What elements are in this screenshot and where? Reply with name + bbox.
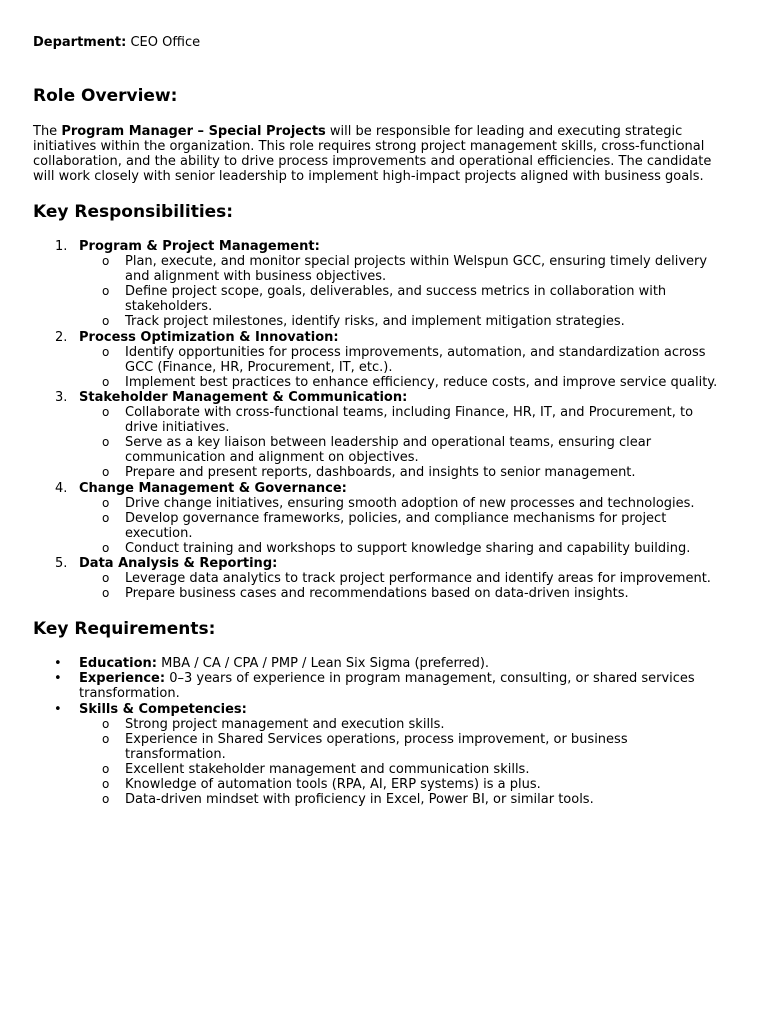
bullet-icon: • (54, 671, 62, 687)
list-item (33, 792, 725, 807)
role-overview-heading: Role Overview: (33, 86, 178, 106)
list-item (79, 254, 725, 284)
list-item (79, 465, 725, 480)
list-item (79, 375, 725, 390)
list-item (79, 511, 725, 541)
key-responsibilities-heading: Key Responsibilities: (33, 202, 234, 222)
sub-bullet-icon: o (102, 716, 110, 731)
section-items (79, 571, 728, 601)
section-title: Data Analysis & Reporting: (79, 555, 278, 571)
list-item-text: Serve as a key liaison between leadership and operational teams, ensuring clear communication and alignment on objectives. (125, 435, 652, 466)
sub-bullet-icon: o (102, 435, 110, 450)
education-value: MBA / CA / CPA / PMP / Lean Six Sigma (preferred). (156, 656, 490, 672)
sub-bullet-icon: o (102, 540, 110, 555)
list-item-text: Prepare business cases and recommendations based on data-driven insights. (125, 586, 629, 602)
list-item-text: Experience in Shared Services operations, process improvement, or business transformation. (125, 731, 628, 762)
section-items (79, 405, 728, 480)
sub-bullet-icon: o (102, 792, 110, 807)
section-items (79, 254, 728, 329)
requirements-list (33, 656, 728, 807)
skills-items (33, 717, 729, 808)
section-title: Process Optimization & Innovation: (79, 329, 339, 345)
section-number: 2. (55, 329, 68, 345)
section-number: 1. (55, 239, 68, 254)
requirement-education (33, 656, 729, 671)
sub-bullet-icon: o (102, 586, 110, 601)
section-title: Stakeholder Management & Communication: (79, 389, 408, 405)
experience-value: 0–3 years of experience in program management, consulting, or shared services transformation. (79, 671, 695, 702)
list-item-text: Define project scope, goals, deliverables, and success metrics in collaboration with stakeholders. (125, 284, 667, 315)
list-item-text: Collaborate with cross-functional teams, including Finance, HR, IT, and Procurement, to drive initiatives. (125, 405, 694, 436)
list-item (79, 405, 725, 435)
list-item-text: Plan, execute, and monitor special projects within Welspun GCC, ensuring timely delivery and alignment with business objectives. (125, 254, 708, 285)
list-item-text: Data-driven mindset with proficiency in Excel, Power BI, or similar tools. (125, 792, 594, 808)
list-item-text: Track project milestones, identify risks, and implement mitigation strategies. (125, 314, 625, 330)
responsibility-section (33, 556, 728, 601)
department-value: CEO Office (130, 35, 201, 50)
sub-bullet-icon: o (102, 284, 110, 299)
sub-bullet-icon: o (102, 254, 110, 269)
sub-bullet-icon: o (102, 465, 110, 480)
requirement-experience (33, 671, 729, 701)
list-item (33, 717, 725, 732)
list-item (33, 762, 725, 777)
intro-after: will be responsible for leading and executing strategic initiatives within the organization. This role requires strong project management skills, cross-functional collaboration, and the ability to drive process improvements and operational efficiencies. The candidate will work closely with senior leadership to implement high-impact projects aligned with business goals. (33, 124, 712, 184)
responsibilities-list (33, 239, 728, 601)
list-item (79, 314, 725, 329)
role-overview-paragraph (33, 124, 728, 184)
sub-bullet-icon: o (102, 777, 110, 791)
list-item-text: Excellent stakeholder management and communication skills. (125, 761, 530, 777)
sub-bullet-icon: o (102, 731, 110, 746)
responsibility-section (33, 481, 728, 556)
section-title: Change Management & Governance: (79, 480, 347, 496)
sub-bullet-icon: o (102, 571, 110, 586)
bullet-icon: • (54, 701, 62, 717)
role-title: Program Manager – Special Projects (61, 124, 326, 139)
responsibility-section (33, 390, 728, 481)
list-item (79, 435, 725, 465)
section-number: 3. (55, 389, 68, 405)
requirement-skills (33, 702, 729, 808)
list-item-text: Knowledge of automation tools (RPA, AI, ERP systems) is a plus. (125, 777, 541, 792)
experience-label: Experience: (79, 671, 166, 687)
list-item-text: Strong project management and execution skills. (125, 716, 445, 732)
list-item-text: Leverage data analytics to track project performance and identify areas for improvement. (125, 571, 711, 587)
sub-bullet-icon: o (102, 405, 110, 420)
list-item-text: Implement best practices to enhance efficiency, reduce costs, and improve service quality. (125, 374, 718, 390)
education-label: Education: (79, 656, 157, 672)
section-number: 4. (55, 480, 68, 496)
section-items (79, 496, 728, 556)
sub-bullet-icon: o (102, 374, 110, 389)
section-number: 5. (55, 555, 68, 571)
list-item (33, 777, 725, 792)
sub-bullet-icon: o (102, 344, 110, 359)
skills-label: Skills & Competencies: (79, 701, 247, 717)
intro-before: The (33, 124, 62, 139)
list-item (79, 541, 725, 556)
section-items (79, 345, 728, 390)
department-label: Department: (33, 35, 127, 50)
bullet-icon: • (54, 656, 62, 672)
department-line (33, 35, 728, 51)
responsibility-section (33, 239, 728, 330)
list-item (33, 732, 725, 762)
list-item (79, 586, 725, 601)
list-item-text: Conduct training and workshops to support knowledge sharing and capability building. (125, 540, 691, 556)
sub-bullet-icon: o (102, 510, 110, 525)
list-item (79, 345, 725, 375)
list-item-text: Prepare and present reports, dashboards, and insights to senior management. (125, 465, 636, 481)
list-item-text: Develop governance frameworks, policies, and compliance mechanisms for project execution. (125, 510, 667, 541)
responsibility-section (33, 330, 728, 390)
list-item (79, 284, 725, 314)
list-item (79, 496, 725, 511)
section-title: Program & Project Management: (79, 239, 320, 254)
list-item (79, 571, 725, 586)
list-item-text: Drive change initiatives, ensuring smooth adoption of new processes and technologies. (125, 495, 695, 511)
list-item-text: Identify opportunities for process improvements, automation, and standardization across GCC (Finance, HR, Procurement, IT, etc.). (125, 344, 706, 375)
sub-bullet-icon: o (102, 761, 110, 776)
sub-bullet-icon: o (102, 495, 110, 510)
key-requirements-heading: Key Requirements: (33, 619, 216, 640)
sub-bullet-icon: o (102, 314, 110, 329)
